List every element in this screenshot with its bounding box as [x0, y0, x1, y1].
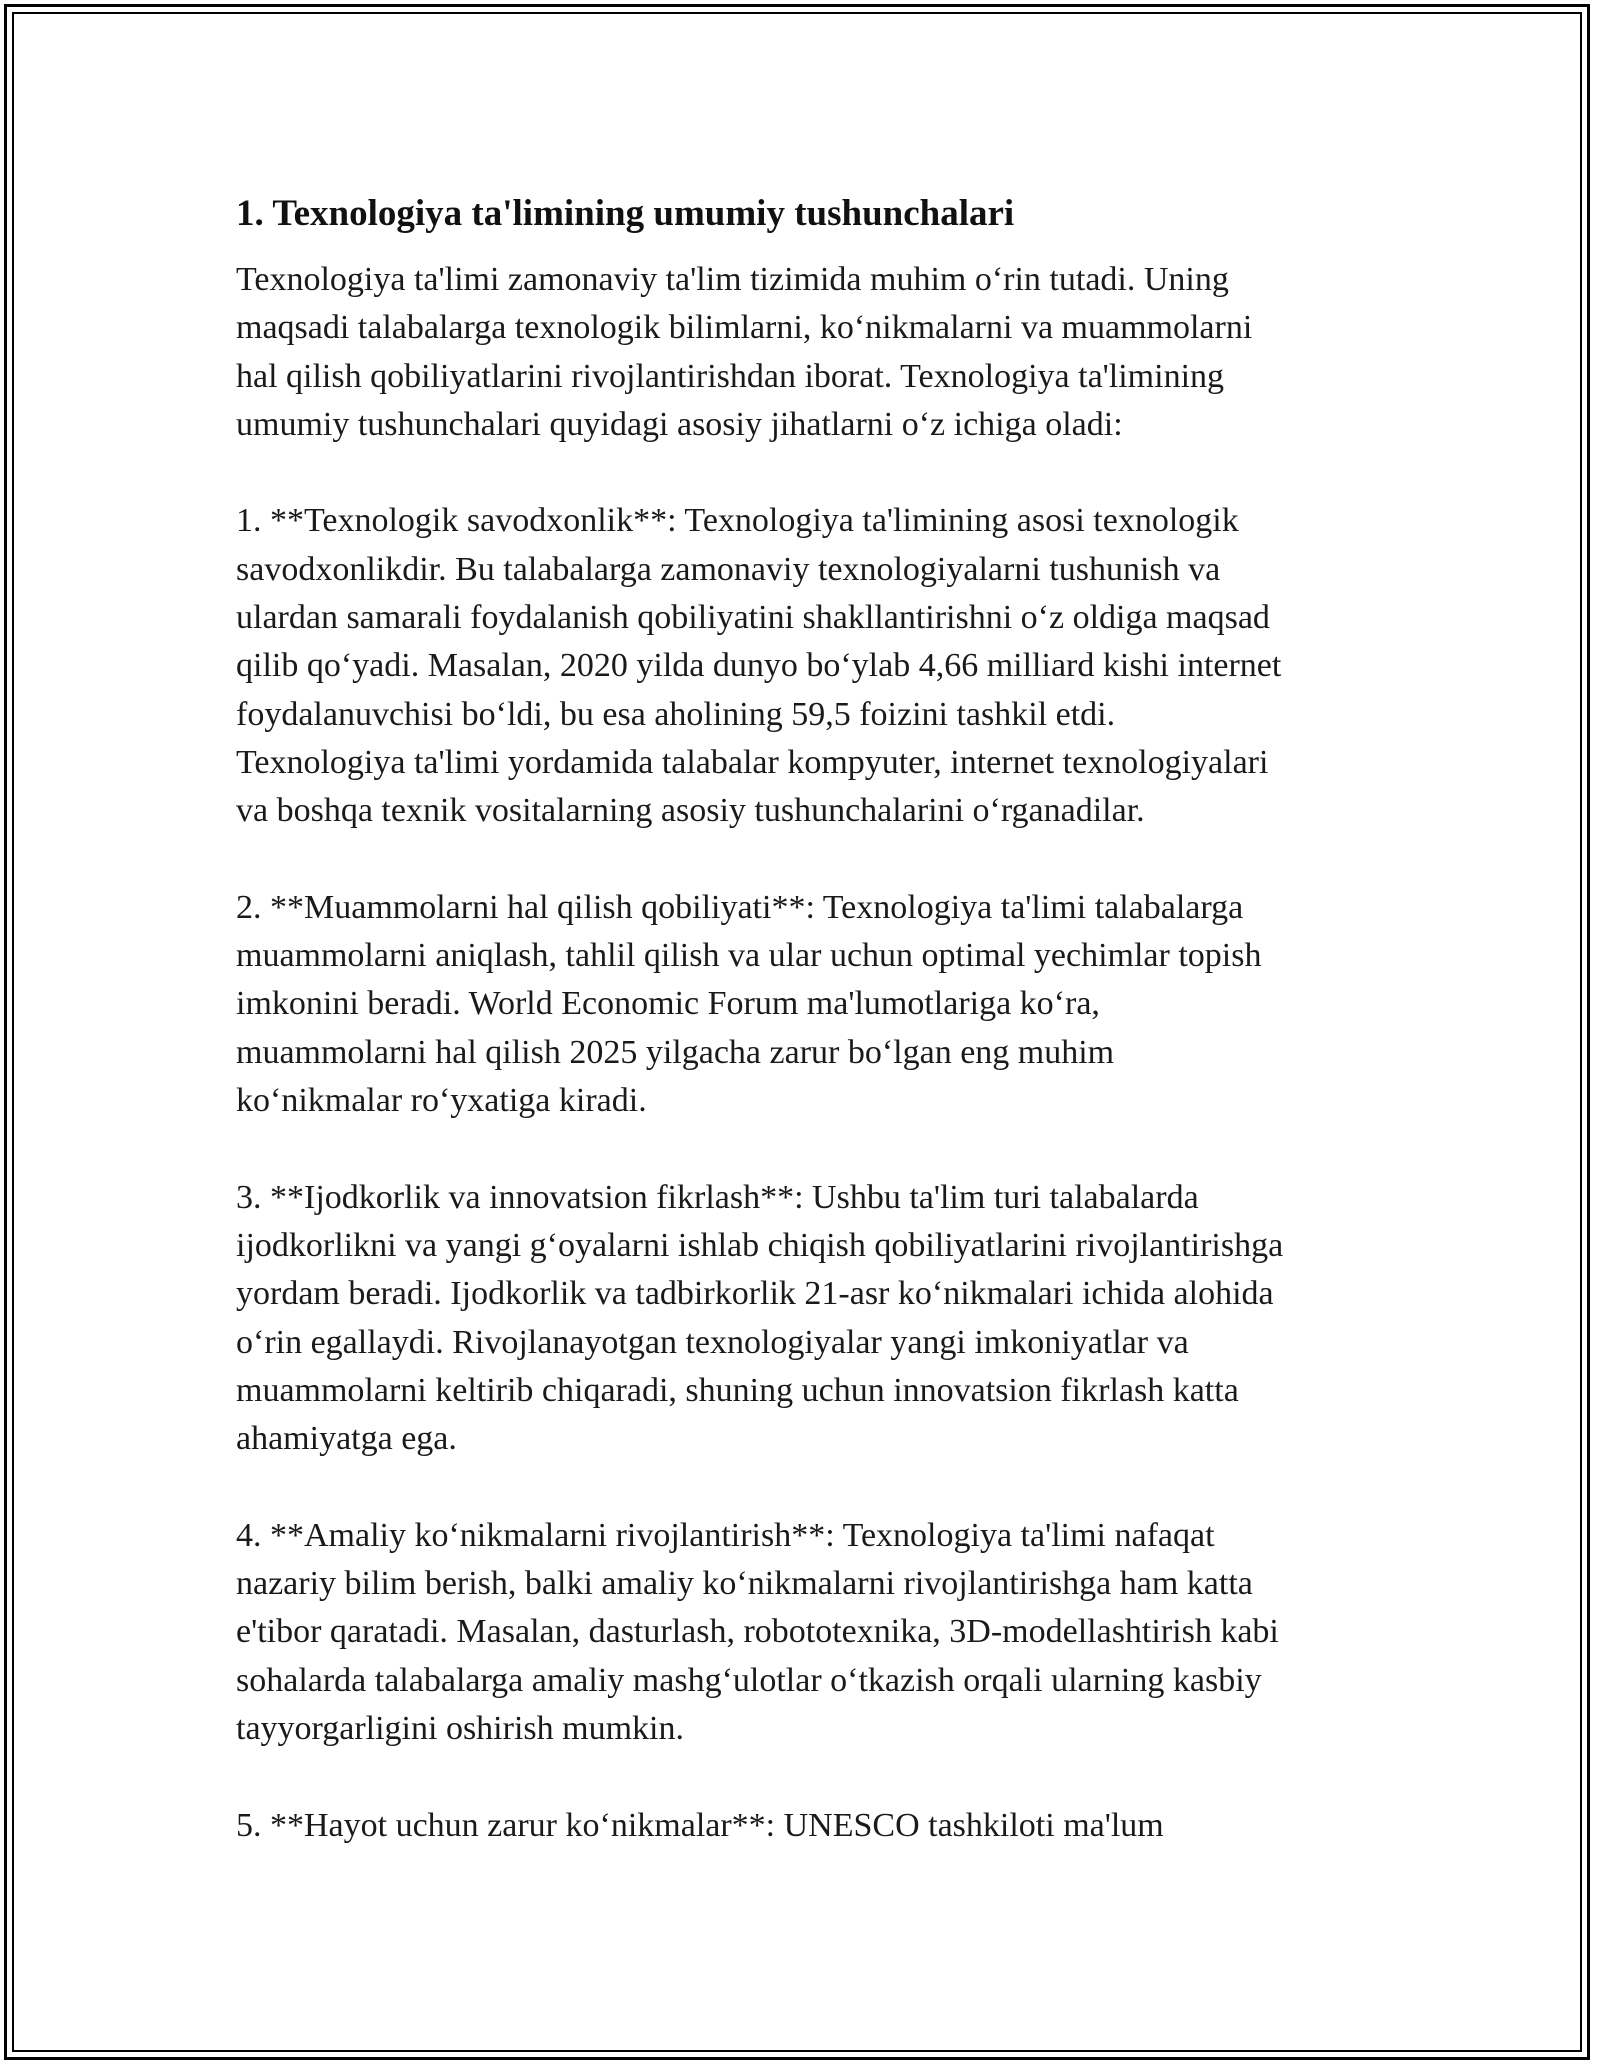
section-heading: 1. Texnologiya ta'limining umumiy tushunchalari	[236, 193, 1015, 234]
list-item-technological-literacy: 1. **Texnologik savodxonlik**: Texnologiya ta'limining asosi texnologik savodxonlikdir. Bu talabalarga zamonaviy texnologiyalarni tushunish va ulardan samarali foydalanish qobiliyatini shakllantirishni o‘z oldiga maqsad qilib qo‘yadi. Masalan, 2020 yilda dunyo bo‘ylab 4,66 milliard kishi internet foydalanuvchisi bo‘ldi, bu esa aholining 59,5 foizini tashkil etdi. Texnologiya ta'limi yordamida talabalar kompyuter, internet texnologiyalari va boshqa texnik vositalarning asosiy tushunchalarini o‘rganadilar.	[236, 502, 1282, 830]
list-item-creativity-innovation: 3. **Ijodkorlik va innovatsion fikrlash**: Ushbu ta'lim turi talabalarda ijodkorlikni va yangi g‘oyalarni ishlab chiqish qobiliyatlarini rivojlantirishga yordam beradi. Ijodkorlik va tadbirkorlik 21-asr ko‘nikmalari ichida alohida o‘rin egallaydi. Rivojlanayotgan texnologiyalar yangi imkoniyatlar va muammolarni keltirib chiqaradi, shuning uchun innovatsion fikrlash katta ahamiyatga ega.	[236, 1178, 1284, 1458]
list-item-practical-skills: 4. **Amaliy ko‘nikmalarni rivojlantirish**: Texnologiya ta'limi nafaqat nazariy bilim berish, balki amaliy ko‘nikmalarni rivojlantirishga ham katta e'tibor qaratadi. Masalan, dasturlash, robototexnika, 3D-modellashtirish kabi sohalarda talabalarga amaliy mashg‘ulotlar o‘tkazish orqali ularning kasbiy tayyorgarligini oshirish mumkin.	[236, 1516, 1279, 1747]
list-item-life-skills: 5. **Hayot uchun zarur ko‘nikmalar**: UNESCO tashkiloti ma'lum	[236, 1806, 1164, 1844]
intro-paragraph: Texnologiya ta'limi zamonaviy ta'lim tizimida muhim o‘rin tutadi. Uning maqsadi talabalarga texnologik bilimlarni, ko‘nikmalarni va muammolarni hal qilish qobiliyatlarini rivojlantirishdan iborat. Texnologiya ta'limining umumiy tushunchalari quyidagi asosiy jihatlarni o‘z ichiga oladi:	[236, 261, 1253, 443]
list-item-problem-solving: 2. **Muammolarni hal qilish qobiliyati**: Texnologiya ta'limi talabalarga muammolarni aniqlash, tahlil qilish va ular uchun optimal yechimlar topish imkonini beradi. World Economic Forum ma'lumotlariga ko‘ra, muammolarni hal qilish 2025 yilgacha zarur bo‘lgan eng muhim ko‘nikmalar ro‘yxatiga kiradi.	[236, 888, 1262, 1120]
document-body	[236, 186, 1376, 1898]
